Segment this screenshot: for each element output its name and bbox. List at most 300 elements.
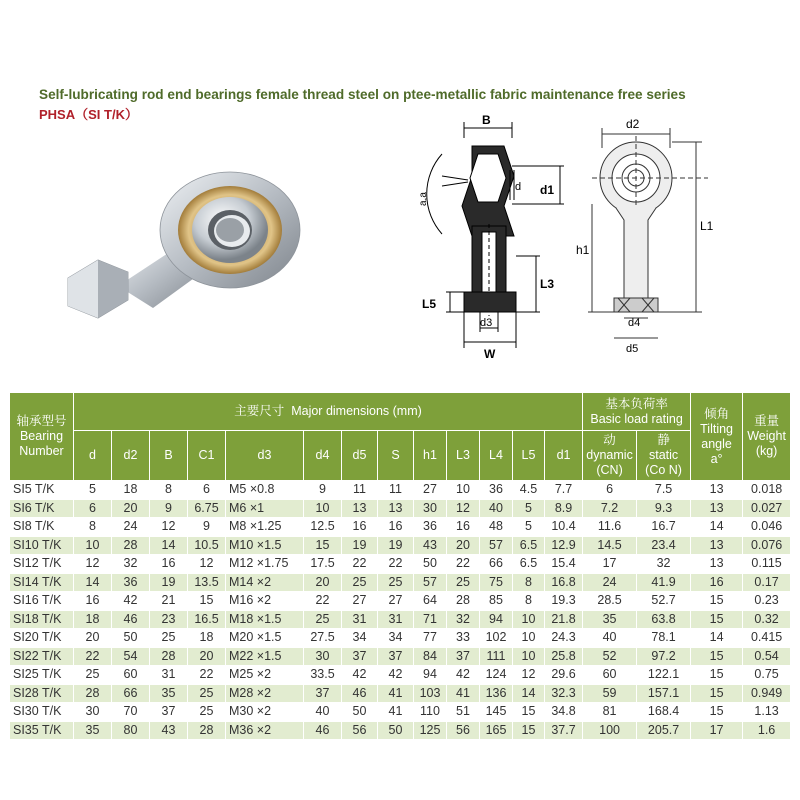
table-cell: 37	[342, 647, 378, 666]
bearing-number-cell: SI30 T/K	[10, 703, 74, 722]
table-cell: 13	[691, 499, 743, 518]
table-cell: 14	[513, 684, 545, 703]
table-cell: 15	[691, 666, 743, 685]
table-cell: 6.5	[513, 536, 545, 555]
major-dimensions-header: 主要尺寸 Major dimensions (mm)	[74, 393, 583, 431]
table-cell: 50	[378, 721, 414, 740]
table-cell: 136	[480, 684, 513, 703]
table-cell: 6	[583, 481, 637, 500]
dim-label-d: d	[515, 181, 522, 193]
table-cell: 46	[304, 721, 342, 740]
table-cell: 32	[112, 555, 150, 574]
table-cell: 110	[414, 703, 447, 722]
table-cell: 11	[342, 481, 378, 500]
table-cell: 15	[691, 610, 743, 629]
table-cell: 94	[414, 666, 447, 685]
table-cell: 13.5	[188, 573, 226, 592]
table-cell: 1.13	[743, 703, 791, 722]
table-cell: 17	[583, 555, 637, 574]
bearing-number-cell: SI35 T/K	[10, 721, 74, 740]
table-cell: 0.75	[743, 666, 791, 685]
col-header-d4: d4	[304, 431, 342, 481]
table-cell: 0.027	[743, 499, 791, 518]
col-header-l3: L3	[447, 431, 480, 481]
table-cell: 28	[112, 536, 150, 555]
col-header-static: 静 static (Co N)	[637, 431, 691, 481]
table-cell: 16	[378, 518, 414, 537]
table-cell: 0.54	[743, 647, 791, 666]
table-cell: M28 ×2	[226, 684, 304, 703]
table-cell: 66	[112, 684, 150, 703]
table-cell: 50	[414, 555, 447, 574]
dim-label-d1: d1	[540, 183, 555, 197]
table-cell: 15	[513, 721, 545, 740]
table-cell: 12	[188, 555, 226, 574]
col-header-s: S	[378, 431, 414, 481]
table-cell: 19	[378, 536, 414, 555]
table-cell: 13	[691, 481, 743, 500]
col-header-l5: L5	[513, 431, 545, 481]
table-cell: 34	[378, 629, 414, 648]
table-cell: 22	[74, 647, 112, 666]
table-cell: 32	[637, 555, 691, 574]
col-header-d3: d3	[226, 431, 304, 481]
table-cell: 13	[691, 555, 743, 574]
table-cell: 22	[447, 555, 480, 574]
table-cell: M18 ×1.5	[226, 610, 304, 629]
dim-label-L3: L3	[540, 277, 555, 291]
col-header-l4: L4	[480, 431, 513, 481]
table-cell: 41	[447, 684, 480, 703]
table-cell: 10	[513, 610, 545, 629]
table-cell: 33.5	[304, 666, 342, 685]
series-code: PHSA（SI T/K）	[39, 107, 138, 122]
bearing-number-cell: SI6 T/K	[10, 499, 74, 518]
table-cell: 19	[150, 573, 188, 592]
table-cell: 12	[513, 666, 545, 685]
table-cell: 23	[150, 610, 188, 629]
table-cell: 16.7	[637, 518, 691, 537]
table-cell: 145	[480, 703, 513, 722]
table-cell: 30	[74, 703, 112, 722]
table-cell: 77	[414, 629, 447, 648]
table-cell: 7.2	[583, 499, 637, 518]
tilt-angle-header: 倾角 Tilting angle a°	[691, 393, 743, 481]
table-cell: 15	[304, 536, 342, 555]
bearing-number-cell: SI25 T/K	[10, 666, 74, 685]
table-cell: 0.32	[743, 610, 791, 629]
table-cell: 36	[414, 518, 447, 537]
table-cell: 31	[378, 610, 414, 629]
table-cell: 57	[414, 573, 447, 592]
table-cell: 30	[414, 499, 447, 518]
dim-label-angle: a,a	[418, 192, 429, 206]
table-cell: M14 ×2	[226, 573, 304, 592]
bearing-number-cell: SI16 T/K	[10, 592, 74, 611]
table-cell: 12.5	[304, 518, 342, 537]
table-cell: 15	[691, 684, 743, 703]
load-rating-header: 基本负荷率 Basic load rating	[583, 393, 691, 431]
table-cell: 28	[447, 592, 480, 611]
bearing-number-cell: SI8 T/K	[10, 518, 74, 537]
table-cell: 40	[480, 499, 513, 518]
table-cell: 22	[304, 592, 342, 611]
table-cell: 80	[112, 721, 150, 740]
table-cell: 22	[342, 555, 378, 574]
table-cell: 36	[112, 573, 150, 592]
table-cell: 124	[480, 666, 513, 685]
dim-label-h1: h1	[576, 243, 590, 257]
table-row	[10, 721, 791, 740]
table-cell: 64	[414, 592, 447, 611]
table-cell: 30	[304, 647, 342, 666]
table-cell: 28	[74, 684, 112, 703]
table-cell: 52.7	[637, 592, 691, 611]
table-cell: 16	[150, 555, 188, 574]
table-cell: 46	[112, 610, 150, 629]
table-cell: 122.1	[637, 666, 691, 685]
table-cell: 1.6	[743, 721, 791, 740]
table-cell: 42	[112, 592, 150, 611]
table-cell: 60	[583, 666, 637, 685]
table-row	[10, 481, 791, 500]
table-cell: 14	[691, 518, 743, 537]
table-cell: 16.8	[545, 573, 583, 592]
table-row	[10, 647, 791, 666]
table-cell: 0.115	[743, 555, 791, 574]
table-cell: 10	[74, 536, 112, 555]
table-cell: 35	[74, 721, 112, 740]
table-cell: 7.7	[545, 481, 583, 500]
bearing-number-cell: SI20 T/K	[10, 629, 74, 648]
table-cell: 28	[188, 721, 226, 740]
table-cell: 42	[447, 666, 480, 685]
table-cell: 4.5	[513, 481, 545, 500]
table-cell: 20	[112, 499, 150, 518]
table-cell: 9	[304, 481, 342, 500]
table-row	[10, 499, 791, 518]
table-cell: 8	[150, 481, 188, 500]
table-cell: 25	[150, 629, 188, 648]
table-cell: 6.5	[513, 555, 545, 574]
table-cell: 50	[342, 703, 378, 722]
table-cell: 8.9	[545, 499, 583, 518]
table-cell: 21.8	[545, 610, 583, 629]
table-cell: 27	[414, 481, 447, 500]
table-cell: M5 ×0.8	[226, 481, 304, 500]
table-cell: 46	[342, 684, 378, 703]
table-cell: 16	[74, 592, 112, 611]
product-photo	[58, 168, 308, 338]
table-cell: 24	[112, 518, 150, 537]
table-cell: 37	[378, 647, 414, 666]
table-cell: 102	[480, 629, 513, 648]
table-cell: 27	[378, 592, 414, 611]
table-cell: 13	[342, 499, 378, 518]
spec-table	[9, 392, 791, 740]
table-cell: 0.046	[743, 518, 791, 537]
table-cell: 15	[691, 592, 743, 611]
col-header-d5: d5	[342, 431, 378, 481]
table-cell: M12 ×1.75	[226, 555, 304, 574]
table-cell: 17.5	[304, 555, 342, 574]
table-cell: M30 ×2	[226, 703, 304, 722]
table-cell: 33	[447, 629, 480, 648]
table-cell: 10.5	[188, 536, 226, 555]
table-cell: 50	[112, 629, 150, 648]
table-cell: 41.9	[637, 573, 691, 592]
table-cell: 6.75	[188, 499, 226, 518]
table-cell: 25	[447, 573, 480, 592]
col-header-d2: d2	[112, 431, 150, 481]
table-cell: M36 ×2	[226, 721, 304, 740]
col-header-dynamic: 动 dynamic (CN)	[583, 431, 637, 481]
dim-label-d2: d2	[626, 117, 640, 131]
table-cell: 5	[74, 481, 112, 500]
table-cell: 25	[304, 610, 342, 629]
table-cell: 100	[583, 721, 637, 740]
table-cell: 37.7	[545, 721, 583, 740]
dim-label-L5: L5	[422, 297, 437, 311]
table-cell: 15	[691, 703, 743, 722]
table-cell: 10	[513, 629, 545, 648]
table-cell: 7.5	[637, 481, 691, 500]
table-cell: 37	[304, 684, 342, 703]
table-cell: 27	[342, 592, 378, 611]
table-cell: 5	[513, 499, 545, 518]
dim-label-L1: L1	[700, 219, 714, 233]
table-cell: M20 ×1.5	[226, 629, 304, 648]
table-cell: 40	[583, 629, 637, 648]
table-cell: 85	[480, 592, 513, 611]
dim-label-W: W	[484, 347, 496, 361]
table-cell: 97.2	[637, 647, 691, 666]
table-cell: 14.5	[583, 536, 637, 555]
table-cell: 14	[150, 536, 188, 555]
table-cell: 11.6	[583, 518, 637, 537]
table-cell: 16	[447, 518, 480, 537]
dim-label-d3: d3	[480, 317, 493, 329]
table-cell: 78.1	[637, 629, 691, 648]
col-header-c1: C1	[188, 431, 226, 481]
table-cell: 157.1	[637, 684, 691, 703]
table-cell: 22	[378, 555, 414, 574]
table-cell: 25	[188, 684, 226, 703]
table-cell: M25 ×2	[226, 666, 304, 685]
table-cell: 60	[112, 666, 150, 685]
table-cell: 6	[74, 499, 112, 518]
table-cell: 8	[513, 592, 545, 611]
table-row	[10, 684, 791, 703]
table-cell: 54	[112, 647, 150, 666]
table-row	[10, 555, 791, 574]
table-cell: 9.3	[637, 499, 691, 518]
table-cell: 41	[378, 703, 414, 722]
table-cell: 12	[150, 518, 188, 537]
table-cell: M16 ×2	[226, 592, 304, 611]
table-cell: 84	[414, 647, 447, 666]
table-cell: 19	[342, 536, 378, 555]
table-cell: 57	[480, 536, 513, 555]
table-cell: 24.3	[545, 629, 583, 648]
table-cell: 25	[188, 703, 226, 722]
table-cell: 42	[342, 666, 378, 685]
dim-label-d5: d5	[626, 343, 639, 355]
table-cell: 35	[150, 684, 188, 703]
table-cell: 43	[414, 536, 447, 555]
table-cell: 48	[480, 518, 513, 537]
table-cell: 8	[513, 573, 545, 592]
page-title: Self-lubricating rod end bearings female thread steel on ptee-metallic fabric maintenance free series	[39, 87, 686, 102]
table-cell: 25.8	[545, 647, 583, 666]
table-cell: M6 ×1	[226, 499, 304, 518]
table-cell: 165	[480, 721, 513, 740]
table-cell: 12.9	[545, 536, 583, 555]
table-cell: 25	[74, 666, 112, 685]
bearing-number-cell: SI14 T/K	[10, 573, 74, 592]
col-header-b: B	[150, 431, 188, 481]
table-cell: 37	[150, 703, 188, 722]
table-cell: 21	[150, 592, 188, 611]
table-cell: 32	[447, 610, 480, 629]
bearing-number-cell: SI12 T/K	[10, 555, 74, 574]
section-drawing	[412, 106, 572, 368]
table-cell: M8 ×1.25	[226, 518, 304, 537]
table-cell: 10.4	[545, 518, 583, 537]
table-cell: 35	[583, 610, 637, 629]
table-cell: 15	[188, 592, 226, 611]
bearing-number-header: 轴承型号 Bearing Number	[10, 393, 74, 481]
table-cell: 25	[378, 573, 414, 592]
table-cell: 17	[691, 721, 743, 740]
table-cell: M10 ×1.5	[226, 536, 304, 555]
table-row	[10, 610, 791, 629]
table-cell: 16	[342, 518, 378, 537]
table-cell: 9	[150, 499, 188, 518]
table-cell: 16.5	[188, 610, 226, 629]
table-cell: 43	[150, 721, 188, 740]
table-row	[10, 518, 791, 537]
table-cell: 15	[513, 703, 545, 722]
bearing-number-cell: SI28 T/K	[10, 684, 74, 703]
table-cell: 18	[188, 629, 226, 648]
table-cell: 20	[74, 629, 112, 648]
table-cell: 205.7	[637, 721, 691, 740]
table-cell: 34.8	[545, 703, 583, 722]
table-cell: 13	[691, 536, 743, 555]
table-cell: 32.3	[545, 684, 583, 703]
table-cell: 16	[691, 573, 743, 592]
dim-label-d4: d4	[628, 317, 641, 329]
table-cell: 56	[342, 721, 378, 740]
table-cell: 18	[74, 610, 112, 629]
table-row	[10, 703, 791, 722]
table-cell: 27.5	[304, 629, 342, 648]
table-cell: 20	[188, 647, 226, 666]
table-cell: 10	[304, 499, 342, 518]
table-cell: 42	[378, 666, 414, 685]
table-cell: 8	[74, 518, 112, 537]
table-cell: 20	[447, 536, 480, 555]
bearing-number-cell: SI22 T/K	[10, 647, 74, 666]
table-row	[10, 573, 791, 592]
table-cell: 5	[513, 518, 545, 537]
table-cell: 31	[342, 610, 378, 629]
table-cell: 111	[480, 647, 513, 666]
bearing-number-cell: SI10 T/K	[10, 536, 74, 555]
bearing-number-cell: SI5 T/K	[10, 481, 74, 500]
table-cell: 41	[378, 684, 414, 703]
front-drawing	[578, 112, 730, 362]
table-cell: 71	[414, 610, 447, 629]
table-cell: 14	[74, 573, 112, 592]
table-cell: M22 ×1.5	[226, 647, 304, 666]
table-cell: 66	[480, 555, 513, 574]
table-cell: 28.5	[583, 592, 637, 611]
table-cell: 52	[583, 647, 637, 666]
bearing-number-cell: SI18 T/K	[10, 610, 74, 629]
table-cell: 59	[583, 684, 637, 703]
table-cell: 29.6	[545, 666, 583, 685]
table-cell: 10	[513, 647, 545, 666]
dim-label-B: B	[482, 113, 491, 127]
table-cell: 25	[342, 573, 378, 592]
table-cell: 14	[691, 629, 743, 648]
table-cell: 75	[480, 573, 513, 592]
table-cell: 0.018	[743, 481, 791, 500]
table-row	[10, 666, 791, 685]
table-cell: 51	[447, 703, 480, 722]
table-cell: 12	[74, 555, 112, 574]
weight-header: 重量 Weight (kg)	[743, 393, 791, 481]
table-cell: 12	[447, 499, 480, 518]
table-cell: 0.076	[743, 536, 791, 555]
table-cell: 18	[112, 481, 150, 500]
table-cell: 103	[414, 684, 447, 703]
table-cell: 20	[304, 573, 342, 592]
table-cell: 125	[414, 721, 447, 740]
table-cell: 34	[342, 629, 378, 648]
table-cell: 168.4	[637, 703, 691, 722]
table-cell: 19.3	[545, 592, 583, 611]
table-cell: 0.415	[743, 629, 791, 648]
table-cell: 40	[304, 703, 342, 722]
table-cell: 31	[150, 666, 188, 685]
table-cell: 28	[150, 647, 188, 666]
table-row	[10, 629, 791, 648]
table-row	[10, 592, 791, 611]
table-cell: 15	[691, 647, 743, 666]
table-cell: 15.4	[545, 555, 583, 574]
table-row	[10, 536, 791, 555]
table-cell: 36	[480, 481, 513, 500]
table-cell: 11	[378, 481, 414, 500]
table-cell: 0.949	[743, 684, 791, 703]
table-cell: 13	[378, 499, 414, 518]
table-cell: 22	[188, 666, 226, 685]
col-header-d1: d1	[545, 431, 583, 481]
table-cell: 81	[583, 703, 637, 722]
col-header-h1: h1	[414, 431, 447, 481]
table-cell: 24	[583, 573, 637, 592]
table-cell: 0.17	[743, 573, 791, 592]
table-cell: 37	[447, 647, 480, 666]
table-cell: 70	[112, 703, 150, 722]
table-cell: 63.8	[637, 610, 691, 629]
table-cell: 94	[480, 610, 513, 629]
table-cell: 23.4	[637, 536, 691, 555]
table-cell: 9	[188, 518, 226, 537]
